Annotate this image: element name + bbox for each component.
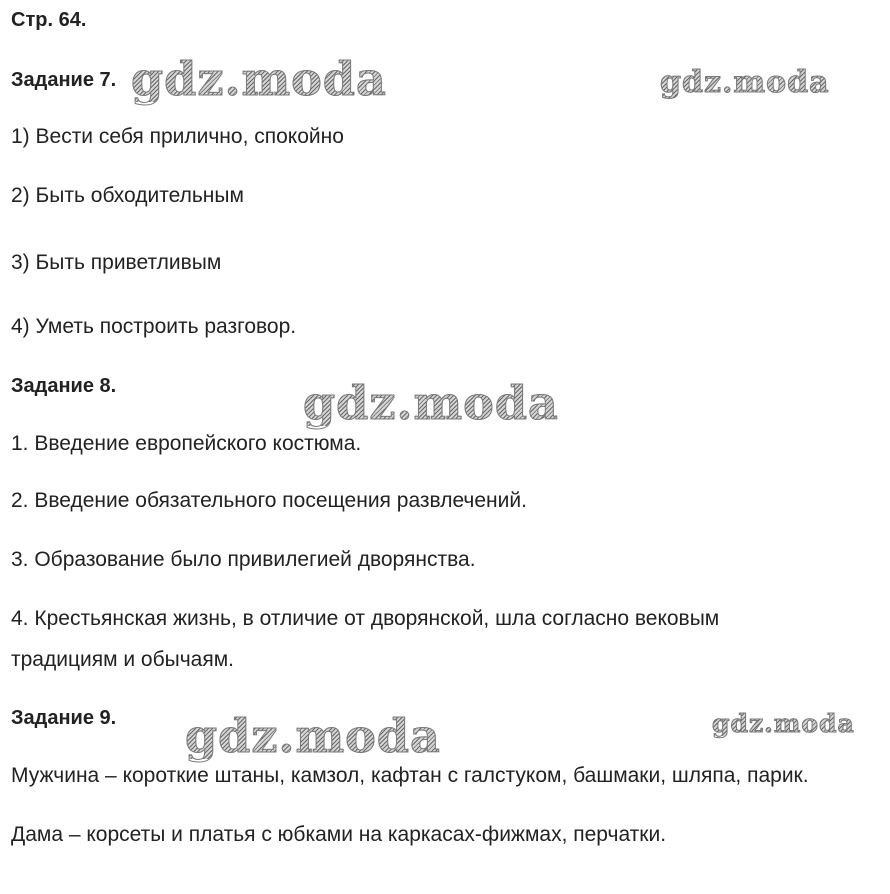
task-8-item-4: 4. Крестьянская жизнь, в отличие от дворянской, шла согласно вековым [11,607,720,630]
task-8-item-1: 1. Введение европейского костюма. [11,432,362,455]
watermark-5: gdz.moda [712,709,855,738]
watermark-1: gdz.moda [131,52,387,106]
watermark-3: gdz.moda [303,376,559,430]
task-7-item-4: 4) Уметь построить разговор. [11,315,297,338]
watermark-4: gdz.moda [185,709,441,763]
task-7-heading: Задание 7. [11,69,117,91]
task-8-heading: Задание 8. [11,375,117,397]
watermark-2: gdz.moda [660,65,830,100]
task-8-item-4-continued: традициям и обычаям. [11,648,234,671]
page-header: Стр. 64. [11,9,87,31]
task-9-heading: Задание 9. [11,707,117,729]
task-8-item-2: 2. Введение обязательного посещения развлечений. [11,489,527,512]
task-8-item-3: 3. Образование было привилегией дворянства. [11,548,476,571]
task-9-item-2: Дама – корсеты и платья с юбками на каркасах-фижмах, перчатки. [11,823,667,846]
task-7-item-1: 1) Вести себя прилично, спокойно [11,125,344,148]
task-7-item-3: 3) Быть приветливым [11,251,222,274]
task-9-item-1: Мужчина – короткие штаны, камзол, кафтан с галстуком, башмаки, шляпа, парик. [11,764,809,787]
task-7-item-2: 2) Быть обходительным [11,184,244,207]
